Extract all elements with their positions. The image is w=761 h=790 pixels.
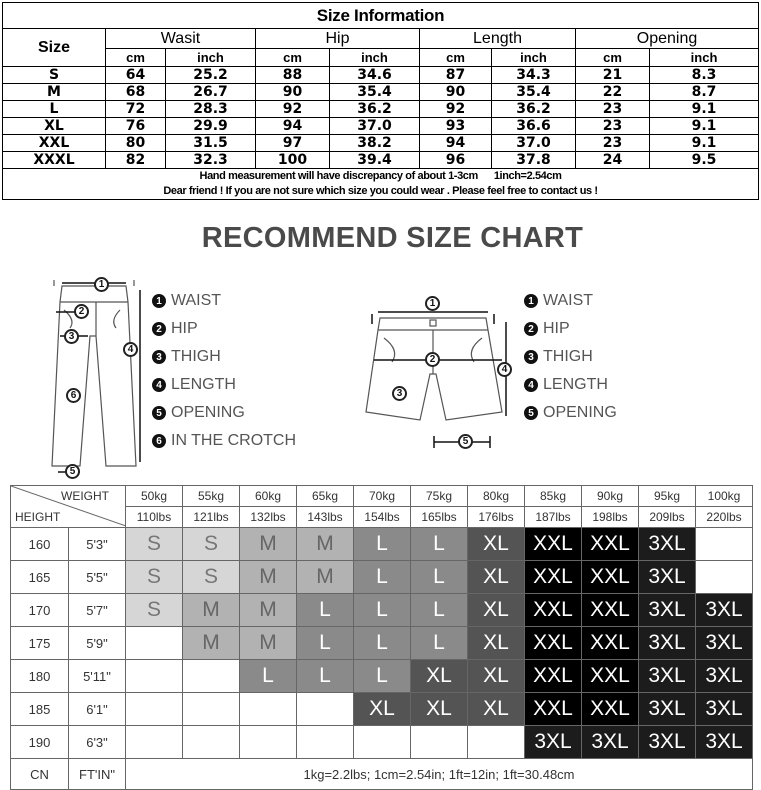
recommend-size-grid — [10, 485, 753, 790]
size-recommendation-cell: L — [354, 594, 411, 627]
size-recommendation-cell: S — [183, 561, 240, 594]
size-value: 23 — [576, 135, 650, 152]
size-recommendation-cell — [696, 561, 753, 594]
weight-label: WEIGHT — [61, 489, 109, 503]
size-recommendation-cell: XXL — [525, 693, 582, 726]
size-recommendation-cell: XL — [411, 693, 468, 726]
height-ft: 5'9" — [69, 627, 126, 660]
size-value: 22 — [576, 84, 650, 101]
size-value: 8.7 — [650, 84, 759, 101]
size-value: 100 — [256, 152, 330, 169]
shorts-legend — [524, 287, 617, 427]
size-recommendation-cell: S — [183, 528, 240, 561]
size-label: XXL — [3, 135, 106, 152]
size-label: S — [3, 67, 106, 84]
shorts-legend-item — [524, 371, 617, 399]
pants-legend-label: OPENING — [171, 404, 245, 421]
size-recommendation-cell: S — [126, 561, 183, 594]
size-value: 23 — [576, 118, 650, 135]
size-recommendation-cell: M — [240, 627, 297, 660]
size-value: 76 — [106, 118, 166, 135]
size-recommendation-cell — [696, 528, 753, 561]
number-5-icon: 5 — [524, 406, 538, 420]
size-recommendation-cell: 3XL — [639, 561, 696, 594]
size-recommendation-cell — [126, 627, 183, 660]
size-recommendation-cell: M — [183, 594, 240, 627]
size-recommendation-cell: XXL — [525, 594, 582, 627]
size-value: 21 — [576, 67, 650, 84]
note-line-1: Hand measurement will have discrepancy of about 1-3cm 1inch=2.54cm — [199, 170, 562, 182]
size-recommendation-cell — [468, 726, 525, 759]
size-recommendation-cell: L — [354, 627, 411, 660]
size-note — [3, 169, 759, 200]
size-recommendation-cell: M — [297, 528, 354, 561]
shorts-legend-item — [524, 287, 617, 315]
size-recommendation-cell: XXL — [525, 627, 582, 660]
group-header-length: Length — [420, 29, 576, 49]
size-recommendation-cell: 3XL — [696, 726, 753, 759]
size-recommendation-cell: L — [411, 594, 468, 627]
shorts-marker-4: 4 — [497, 362, 512, 377]
size-value: 93 — [420, 118, 492, 135]
size-row — [3, 135, 759, 152]
size-row — [3, 118, 759, 135]
height-row — [11, 594, 753, 627]
size-value: 36.6 — [492, 118, 576, 135]
size-recommendation-cell: XXL — [582, 660, 639, 693]
height-cm: 170 — [11, 594, 69, 627]
size-value: 9.1 — [650, 101, 759, 118]
size-recommendation-cell: 3XL — [639, 528, 696, 561]
size-recommendation-cell — [411, 726, 468, 759]
height-cm: 180 — [11, 660, 69, 693]
size-recommendation-cell: M — [297, 561, 354, 594]
weight-kg-header: 90kg — [582, 486, 639, 507]
number-1-icon: 1 — [152, 294, 166, 308]
size-value: 72 — [106, 101, 166, 118]
size-value: 64 — [106, 67, 166, 84]
size-recommendation-cell: L — [297, 627, 354, 660]
size-value: 80 — [106, 135, 166, 152]
size-recommendation-cell: XL — [468, 693, 525, 726]
size-value: 25.2 — [166, 67, 256, 84]
size-recommendation-cell — [126, 693, 183, 726]
unit-header: cm — [106, 49, 166, 67]
number-2-icon: 2 — [152, 322, 166, 336]
height-row — [11, 660, 753, 693]
group-header-hip: Hip — [256, 29, 420, 49]
unit-header: inch — [492, 49, 576, 67]
weight-kg-header: 65kg — [297, 486, 354, 507]
pants-legend-label: LENGTH — [171, 376, 236, 393]
size-value: 92 — [420, 101, 492, 118]
size-recommendation-cell: XXL — [525, 528, 582, 561]
shorts-legend-label: HIP — [543, 320, 570, 337]
unit-header: cm — [256, 49, 330, 67]
size-value: 24 — [576, 152, 650, 169]
shorts-legend-label: LENGTH — [543, 376, 608, 393]
weight-kg-header: 75kg — [411, 486, 468, 507]
size-info-title: Size Information — [3, 3, 759, 29]
weight-height-corner — [11, 486, 126, 528]
size-recommendation-cell: XL — [468, 528, 525, 561]
size-recommendation-cell — [126, 660, 183, 693]
size-value: 94 — [256, 118, 330, 135]
size-recommendation-cell — [240, 726, 297, 759]
weight-lbs-header: 187lbs — [525, 507, 582, 528]
size-recommendation-cell: 3XL — [696, 693, 753, 726]
size-recommendation-cell: XXL — [525, 561, 582, 594]
weight-kg-header: 70kg — [354, 486, 411, 507]
size-value: 96 — [420, 152, 492, 169]
pants-legend-label: HIP — [171, 320, 198, 337]
size-recommendation-cell: XL — [411, 660, 468, 693]
size-value: 9.1 — [650, 118, 759, 135]
shorts-marker-1: 1 — [425, 296, 440, 311]
weight-kg-header: 50kg — [126, 486, 183, 507]
group-header-waist: Wasit — [106, 29, 256, 49]
shorts-legend-item — [524, 315, 617, 343]
height-cm: 175 — [11, 627, 69, 660]
size-row — [3, 67, 759, 84]
weight-lbs-header: 110lbs — [126, 507, 183, 528]
shorts-illustration — [360, 290, 520, 460]
height-row — [11, 528, 753, 561]
pants-legend-item — [152, 427, 296, 455]
size-value: 8.3 — [650, 67, 759, 84]
size-recommendation-cell: XXL — [582, 693, 639, 726]
shorts-legend-item — [524, 399, 617, 427]
group-header-opening: Opening — [576, 29, 759, 49]
size-label: XXXL — [3, 152, 106, 169]
height-cm: 160 — [11, 528, 69, 561]
weight-kg-header: 55kg — [183, 486, 240, 507]
pants-illustration — [40, 276, 150, 476]
size-recommendation-cell: M — [240, 594, 297, 627]
size-recommendation-cell: 3XL — [639, 660, 696, 693]
number-4-icon: 4 — [524, 378, 538, 392]
shorts-legend-label: THIGH — [543, 348, 593, 365]
foot-cn: CN — [11, 759, 69, 790]
pants-diagram — [40, 276, 150, 476]
size-recommendation-cell: XL — [468, 561, 525, 594]
size-value: 37.8 — [492, 152, 576, 169]
size-recommendation-cell: XL — [468, 627, 525, 660]
size-recommendation-cell — [183, 660, 240, 693]
weight-kg-header: 100kg — [696, 486, 753, 507]
size-row — [3, 101, 759, 118]
size-recommendation-cell: L — [354, 528, 411, 561]
weight-lbs-header: 220lbs — [696, 507, 753, 528]
weight-lbs-header: 176lbs — [468, 507, 525, 528]
pants-legend-item — [152, 371, 296, 399]
weight-lbs-header: 198lbs — [582, 507, 639, 528]
size-recommendation-cell: 3XL — [696, 594, 753, 627]
shorts-legend-label: OPENING — [543, 404, 617, 421]
size-value: 31.5 — [166, 135, 256, 152]
size-label: M — [3, 84, 106, 101]
unit-header: inch — [330, 49, 420, 67]
size-column-header: Size — [3, 29, 106, 67]
shorts-marker-5: 5 — [458, 434, 473, 449]
height-row — [11, 726, 753, 759]
size-value: 92 — [256, 101, 330, 118]
pants-marker-1: 1 — [94, 277, 109, 292]
size-recommendation-cell — [126, 726, 183, 759]
size-row — [3, 152, 759, 169]
size-recommendation-cell: XL — [354, 693, 411, 726]
pants-marker-2: 2 — [74, 304, 89, 319]
recommend-title: RECOMMEND SIZE CHART — [201, 222, 584, 254]
size-value: 39.4 — [330, 152, 420, 169]
size-label: L — [3, 101, 106, 118]
size-recommendation-cell — [297, 693, 354, 726]
size-value: 90 — [420, 84, 492, 101]
size-recommendation-cell: L — [411, 528, 468, 561]
size-recommendation-cell: L — [411, 561, 468, 594]
foot-ft: FT'IN" — [69, 759, 126, 790]
size-recommendation-cell: 3XL — [639, 726, 696, 759]
size-value: 68 — [106, 84, 166, 101]
height-ft: 6'3" — [69, 726, 126, 759]
number-2-icon: 2 — [524, 322, 538, 336]
size-recommendation-cell: L — [354, 660, 411, 693]
size-recommendation-cell — [183, 726, 240, 759]
height-ft: 5'7" — [69, 594, 126, 627]
size-recommendation-cell: 3XL — [696, 660, 753, 693]
pants-legend-item — [152, 315, 296, 343]
pants-marker-3: 3 — [64, 329, 79, 344]
number-3-icon: 3 — [524, 350, 538, 364]
size-recommendation-cell — [297, 726, 354, 759]
size-information-table — [2, 2, 759, 200]
size-value: 82 — [106, 152, 166, 169]
size-recommendation-cell: S — [126, 528, 183, 561]
unit-header: cm — [420, 49, 492, 67]
size-value: 9.5 — [650, 152, 759, 169]
size-value: 34.6 — [330, 67, 420, 84]
number-5-icon: 5 — [152, 406, 166, 420]
pants-marker-6: 6 — [66, 388, 81, 403]
number-1-icon: 1 — [524, 294, 538, 308]
note-line-2: Dear friend ! If you are not sure which size you could wear . Please feel free to contact us ! — [163, 185, 598, 197]
height-row — [11, 693, 753, 726]
size-value: 23 — [576, 101, 650, 118]
size-recommendation-cell: 3XL — [639, 594, 696, 627]
pants-marker-4: 4 — [123, 342, 138, 357]
height-cm: 190 — [11, 726, 69, 759]
size-recommendation-cell: XXL — [582, 561, 639, 594]
size-recommendation-cell: L — [240, 660, 297, 693]
unit-header: inch — [166, 49, 256, 67]
pants-legend — [152, 287, 296, 455]
unit-header: inch — [650, 49, 759, 67]
height-ft: 5'5" — [69, 561, 126, 594]
shorts-legend-item — [524, 343, 617, 371]
size-recommendation-cell — [240, 693, 297, 726]
size-recommendation-cell — [354, 726, 411, 759]
weight-lbs-header: 143lbs — [297, 507, 354, 528]
size-value: 90 — [256, 84, 330, 101]
size-recommendation-cell: 3XL — [525, 726, 582, 759]
size-value: 32.3 — [166, 152, 256, 169]
size-recommendation-cell: M — [240, 528, 297, 561]
shorts-marker-3: 3 — [392, 386, 407, 401]
pants-legend-item — [152, 287, 296, 315]
size-value: 29.9 — [166, 118, 256, 135]
size-value: 36.2 — [330, 101, 420, 118]
size-value: 36.2 — [492, 101, 576, 118]
height-ft: 5'11" — [69, 660, 126, 693]
size-label: XL — [3, 118, 106, 135]
size-recommendation-cell: XXL — [582, 594, 639, 627]
size-value: 26.7 — [166, 84, 256, 101]
size-value: 37.0 — [492, 135, 576, 152]
weight-lbs-header: 165lbs — [411, 507, 468, 528]
size-recommendation-cell: 3XL — [696, 627, 753, 660]
pants-legend-label: THIGH — [171, 348, 221, 365]
unit-header: cm — [576, 49, 650, 67]
weight-kg-header: 80kg — [468, 486, 525, 507]
size-value: 28.3 — [166, 101, 256, 118]
size-recommendation-cell: L — [297, 594, 354, 627]
size-recommendation-cell: L — [411, 627, 468, 660]
number-3-icon: 3 — [152, 350, 166, 364]
height-row — [11, 627, 753, 660]
pants-legend-item — [152, 399, 296, 427]
height-ft: 5'3" — [69, 528, 126, 561]
conversion-note: 1kg=2.2lbs; 1cm=2.54in; 1ft=12in; 1ft=30.48cm — [126, 759, 753, 790]
size-recommendation-cell: L — [354, 561, 411, 594]
height-ft: 6'1" — [69, 693, 126, 726]
pants-marker-5: 5 — [65, 464, 80, 479]
height-cm: 185 — [11, 693, 69, 726]
size-value: 37.0 — [330, 118, 420, 135]
number-4-icon: 4 — [152, 378, 166, 392]
weight-kg-header: 60kg — [240, 486, 297, 507]
weight-lbs-header: 121lbs — [183, 507, 240, 528]
size-recommendation-cell: 3XL — [639, 627, 696, 660]
size-recommendation-cell: XXL — [582, 627, 639, 660]
size-value: 34.3 — [492, 67, 576, 84]
size-recommendation-cell: XL — [468, 660, 525, 693]
weight-lbs-header: 132lbs — [240, 507, 297, 528]
size-recommendation-cell: 3XL — [582, 726, 639, 759]
pants-legend-item — [152, 343, 296, 371]
weight-lbs-header: 154lbs — [354, 507, 411, 528]
height-label: HEIGHT — [15, 510, 61, 524]
shorts-diagram — [360, 290, 520, 460]
size-recommendation-cell: XL — [468, 594, 525, 627]
number-6-icon: 6 — [152, 434, 166, 448]
size-value: 88 — [256, 67, 330, 84]
size-recommendation-cell: XXL — [582, 528, 639, 561]
size-value: 97 — [256, 135, 330, 152]
weight-lbs-header: 209lbs — [639, 507, 696, 528]
shorts-marker-2: 2 — [425, 352, 440, 367]
pants-legend-label: IN THE CROTCH — [171, 432, 297, 449]
size-value: 94 — [420, 135, 492, 152]
weight-kg-header: 85kg — [525, 486, 582, 507]
size-recommendation-cell: S — [126, 594, 183, 627]
size-recommendation-cell: L — [297, 660, 354, 693]
weight-kg-header: 95kg — [639, 486, 696, 507]
height-row — [11, 561, 753, 594]
size-value: 87 — [420, 67, 492, 84]
shorts-legend-label: WAIST — [543, 292, 594, 309]
size-value: 38.2 — [330, 135, 420, 152]
size-value: 35.4 — [330, 84, 420, 101]
size-value: 35.4 — [492, 84, 576, 101]
size-recommendation-cell — [183, 693, 240, 726]
height-cm: 165 — [11, 561, 69, 594]
size-recommendation-cell: M — [183, 627, 240, 660]
size-recommendation-cell: M — [240, 561, 297, 594]
size-recommendation-cell: 3XL — [639, 693, 696, 726]
pants-legend-label: WAIST — [171, 292, 222, 309]
size-value: 9.1 — [650, 135, 759, 152]
size-row — [3, 84, 759, 101]
size-recommendation-cell: XXL — [525, 660, 582, 693]
